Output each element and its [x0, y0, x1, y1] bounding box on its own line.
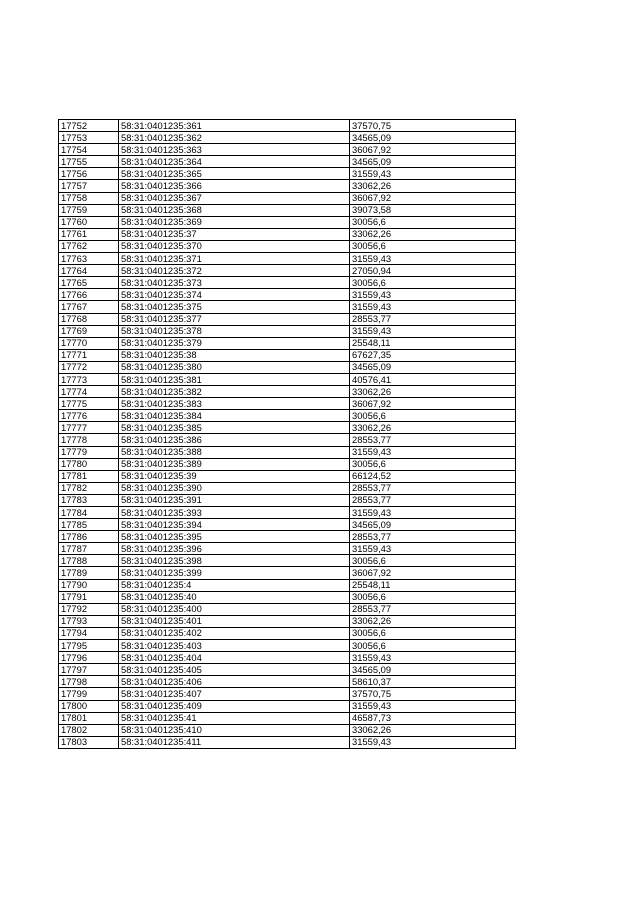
row-number-cell: 17761: [59, 228, 119, 240]
row-number-cell: 17780: [59, 458, 119, 470]
table-row: [59, 253, 516, 265]
row-number-cell: 17785: [59, 519, 119, 531]
row-number-cell: 17799: [59, 688, 119, 700]
cadastral-number-cell: 58:31:0401235:389: [119, 458, 350, 470]
row-number-cell: 17796: [59, 652, 119, 664]
value-cell: 31559,43: [350, 736, 516, 748]
table-row: [59, 192, 516, 204]
cadastral-number-cell: 58:31:0401235:411: [119, 736, 350, 748]
value-cell: 40576,41: [350, 373, 516, 385]
cadastral-number-cell: 58:31:0401235:396: [119, 543, 350, 555]
row-number-cell: 17803: [59, 736, 119, 748]
table-row: [59, 337, 516, 349]
cadastral-number-cell: 58:31:0401235:41: [119, 712, 350, 724]
value-cell: 30056,6: [350, 555, 516, 567]
row-number-cell: 17792: [59, 603, 119, 615]
table-row: [59, 240, 516, 252]
table-row: [59, 398, 516, 410]
value-cell: 33062,26: [350, 228, 516, 240]
cadastral-number-cell: 58:31:0401235:410: [119, 724, 350, 736]
value-cell: 67627,35: [350, 349, 516, 361]
row-number-cell: 17777: [59, 422, 119, 434]
table-row: [59, 313, 516, 325]
cadastral-number-cell: 58:31:0401235:364: [119, 156, 350, 168]
row-number-cell: 17766: [59, 289, 119, 301]
value-cell: 36067,92: [350, 192, 516, 204]
table-row: [59, 494, 516, 506]
table-row: [59, 676, 516, 688]
cadastral-number-cell: 58:31:0401235:401: [119, 615, 350, 627]
row-number-cell: 17793: [59, 615, 119, 627]
value-cell: 36067,92: [350, 144, 516, 156]
cadastral-number-cell: 58:31:0401235:375: [119, 301, 350, 313]
table-row: [59, 301, 516, 313]
table-row: [59, 664, 516, 676]
table-row: [59, 277, 516, 289]
cadastral-number-cell: 58:31:0401235:404: [119, 652, 350, 664]
value-cell: 30056,6: [350, 410, 516, 422]
value-cell: 37570,75: [350, 688, 516, 700]
table-row: [59, 180, 516, 192]
cadastral-number-cell: 58:31:0401235:409: [119, 700, 350, 712]
value-cell: 31559,43: [350, 168, 516, 180]
value-cell: 31559,43: [350, 652, 516, 664]
row-number-cell: 17754: [59, 144, 119, 156]
table-row: [59, 289, 516, 301]
table-row: [59, 120, 516, 132]
cadastral-number-cell: 58:31:0401235:4: [119, 579, 350, 591]
cadastral-number-cell: 58:31:0401235:40: [119, 591, 350, 603]
table-row: [59, 700, 516, 712]
row-number-cell: 17794: [59, 627, 119, 639]
table-row: [59, 640, 516, 652]
row-number-cell: 17791: [59, 591, 119, 603]
value-cell: 46587,73: [350, 712, 516, 724]
value-cell: 28553,77: [350, 482, 516, 494]
table-row: [59, 386, 516, 398]
row-number-cell: 17801: [59, 712, 119, 724]
table-row: [59, 361, 516, 373]
value-cell: 39073,58: [350, 204, 516, 216]
cadastral-number-cell: 58:31:0401235:382: [119, 386, 350, 398]
value-cell: 30056,6: [350, 240, 516, 252]
row-number-cell: 17776: [59, 410, 119, 422]
value-cell: 28553,77: [350, 603, 516, 615]
row-number-cell: 17755: [59, 156, 119, 168]
row-number-cell: 17790: [59, 579, 119, 591]
table-row: [59, 144, 516, 156]
document-sheet: [58, 119, 515, 749]
cadastral-number-cell: 58:31:0401235:371: [119, 253, 350, 265]
table-row: [59, 567, 516, 579]
value-cell: 34565,09: [350, 519, 516, 531]
table-row: [59, 543, 516, 555]
table-row: [59, 156, 516, 168]
value-cell: 31559,43: [350, 289, 516, 301]
row-number-cell: 17772: [59, 361, 119, 373]
value-cell: 34565,09: [350, 132, 516, 144]
value-cell: 33062,26: [350, 615, 516, 627]
cadastral-number-cell: 58:31:0401235:377: [119, 313, 350, 325]
table-row: [59, 265, 516, 277]
table-row: [59, 204, 516, 216]
cadastral-number-cell: 58:31:0401235:37: [119, 228, 350, 240]
table-row: [59, 349, 516, 361]
cadastral-number-cell: 58:31:0401235:372: [119, 265, 350, 277]
cadastral-number-cell: 58:31:0401235:373: [119, 277, 350, 289]
row-number-cell: 17789: [59, 567, 119, 579]
row-number-cell: 17764: [59, 265, 119, 277]
cadastral-number-cell: 58:31:0401235:393: [119, 507, 350, 519]
table-row: [59, 591, 516, 603]
cadastral-number-cell: 58:31:0401235:400: [119, 603, 350, 615]
value-cell: 30056,6: [350, 458, 516, 470]
value-cell: 33062,26: [350, 724, 516, 736]
value-cell: 33062,26: [350, 180, 516, 192]
row-number-cell: 17782: [59, 482, 119, 494]
row-number-cell: 17779: [59, 446, 119, 458]
row-number-cell: 17788: [59, 555, 119, 567]
table-row: [59, 168, 516, 180]
value-cell: 31559,43: [350, 325, 516, 337]
row-number-cell: 17774: [59, 386, 119, 398]
cadastral-number-cell: 58:31:0401235:406: [119, 676, 350, 688]
cadastral-number-cell: 58:31:0401235:365: [119, 168, 350, 180]
row-number-cell: 17786: [59, 531, 119, 543]
cadastral-number-cell: 58:31:0401235:398: [119, 555, 350, 567]
table-row: [59, 325, 516, 337]
table-row: [59, 410, 516, 422]
row-number-cell: 17756: [59, 168, 119, 180]
table-row: [59, 603, 516, 615]
row-number-cell: 17802: [59, 724, 119, 736]
cadastral-number-cell: 58:31:0401235:405: [119, 664, 350, 676]
row-number-cell: 17753: [59, 132, 119, 144]
cadastral-number-cell: 58:31:0401235:366: [119, 180, 350, 192]
table-row: [59, 531, 516, 543]
value-cell: 31559,43: [350, 253, 516, 265]
row-number-cell: 17767: [59, 301, 119, 313]
table-row: [59, 627, 516, 639]
cadastral-number-cell: 58:31:0401235:391: [119, 494, 350, 506]
cadastral-number-cell: 58:31:0401235:370: [119, 240, 350, 252]
cadastral-number-cell: 58:31:0401235:388: [119, 446, 350, 458]
table-row: [59, 422, 516, 434]
cadastral-number-cell: 58:31:0401235:363: [119, 144, 350, 156]
table-row: [59, 507, 516, 519]
table-row: [59, 724, 516, 736]
row-number-cell: 17781: [59, 470, 119, 482]
row-number-cell: 17768: [59, 313, 119, 325]
value-cell: 66124,52: [350, 470, 516, 482]
cadastral-number-cell: 58:31:0401235:362: [119, 132, 350, 144]
value-cell: 28553,77: [350, 313, 516, 325]
row-number-cell: 17769: [59, 325, 119, 337]
row-number-cell: 17778: [59, 434, 119, 446]
cadastral-number-cell: 58:31:0401235:402: [119, 627, 350, 639]
value-cell: 34565,09: [350, 361, 516, 373]
cadastral-number-cell: 58:31:0401235:361: [119, 120, 350, 132]
table-row: [59, 482, 516, 494]
table-row: [59, 458, 516, 470]
value-cell: 31559,43: [350, 700, 516, 712]
table-row: [59, 712, 516, 724]
table-row: [59, 470, 516, 482]
table-row: [59, 615, 516, 627]
table-row: [59, 579, 516, 591]
cadastral-number-cell: 58:31:0401235:383: [119, 398, 350, 410]
value-cell: 34565,09: [350, 156, 516, 168]
row-number-cell: 17757: [59, 180, 119, 192]
cadastral-number-cell: 58:31:0401235:368: [119, 204, 350, 216]
cadastral-number-cell: 58:31:0401235:390: [119, 482, 350, 494]
table-row: [59, 555, 516, 567]
data-table: [58, 119, 516, 749]
value-cell: 34565,09: [350, 664, 516, 676]
value-cell: 31559,43: [350, 543, 516, 555]
value-cell: 30056,6: [350, 640, 516, 652]
value-cell: 30056,6: [350, 277, 516, 289]
table-row: [59, 132, 516, 144]
row-number-cell: 17762: [59, 240, 119, 252]
row-number-cell: 17770: [59, 337, 119, 349]
row-number-cell: 17773: [59, 373, 119, 385]
table-body: [59, 120, 516, 749]
value-cell: 33062,26: [350, 386, 516, 398]
cadastral-number-cell: 58:31:0401235:407: [119, 688, 350, 700]
cadastral-number-cell: 58:31:0401235:385: [119, 422, 350, 434]
row-number-cell: 17752: [59, 120, 119, 132]
row-number-cell: 17800: [59, 700, 119, 712]
cadastral-number-cell: 58:31:0401235:394: [119, 519, 350, 531]
value-cell: 27050,94: [350, 265, 516, 277]
value-cell: 36067,92: [350, 567, 516, 579]
table-row: [59, 736, 516, 748]
cadastral-number-cell: 58:31:0401235:381: [119, 373, 350, 385]
table-row: [59, 228, 516, 240]
value-cell: 30056,6: [350, 627, 516, 639]
value-cell: 28553,77: [350, 531, 516, 543]
table-row: [59, 688, 516, 700]
cadastral-number-cell: 58:31:0401235:403: [119, 640, 350, 652]
cadastral-number-cell: 58:31:0401235:369: [119, 216, 350, 228]
row-number-cell: 17783: [59, 494, 119, 506]
row-number-cell: 17765: [59, 277, 119, 289]
value-cell: 33062,26: [350, 422, 516, 434]
row-number-cell: 17784: [59, 507, 119, 519]
value-cell: 28553,77: [350, 494, 516, 506]
value-cell: 37570,75: [350, 120, 516, 132]
cadastral-number-cell: 58:31:0401235:399: [119, 567, 350, 579]
cadastral-number-cell: 58:31:0401235:379: [119, 337, 350, 349]
table-row: [59, 519, 516, 531]
cadastral-number-cell: 58:31:0401235:395: [119, 531, 350, 543]
value-cell: 30056,6: [350, 216, 516, 228]
cadastral-number-cell: 58:31:0401235:384: [119, 410, 350, 422]
value-cell: 30056,6: [350, 591, 516, 603]
table-row: [59, 652, 516, 664]
cadastral-number-cell: 58:31:0401235:374: [119, 289, 350, 301]
row-number-cell: 17795: [59, 640, 119, 652]
cadastral-number-cell: 58:31:0401235:39: [119, 470, 350, 482]
cadastral-number-cell: 58:31:0401235:38: [119, 349, 350, 361]
row-number-cell: 17758: [59, 192, 119, 204]
value-cell: 31559,43: [350, 301, 516, 313]
row-number-cell: 17760: [59, 216, 119, 228]
cadastral-number-cell: 58:31:0401235:386: [119, 434, 350, 446]
cadastral-number-cell: 58:31:0401235:378: [119, 325, 350, 337]
value-cell: 31559,43: [350, 507, 516, 519]
row-number-cell: 17771: [59, 349, 119, 361]
value-cell: 31559,43: [350, 446, 516, 458]
value-cell: 25548,11: [350, 579, 516, 591]
value-cell: 36067,92: [350, 398, 516, 410]
value-cell: 58610,37: [350, 676, 516, 688]
row-number-cell: 17775: [59, 398, 119, 410]
row-number-cell: 17759: [59, 204, 119, 216]
cadastral-number-cell: 58:31:0401235:380: [119, 361, 350, 373]
cadastral-number-cell: 58:31:0401235:367: [119, 192, 350, 204]
row-number-cell: 17787: [59, 543, 119, 555]
row-number-cell: 17763: [59, 253, 119, 265]
row-number-cell: 17797: [59, 664, 119, 676]
table-row: [59, 216, 516, 228]
table-row: [59, 373, 516, 385]
table-row: [59, 446, 516, 458]
value-cell: 28553,77: [350, 434, 516, 446]
row-number-cell: 17798: [59, 676, 119, 688]
table-row: [59, 434, 516, 446]
value-cell: 25548,11: [350, 337, 516, 349]
